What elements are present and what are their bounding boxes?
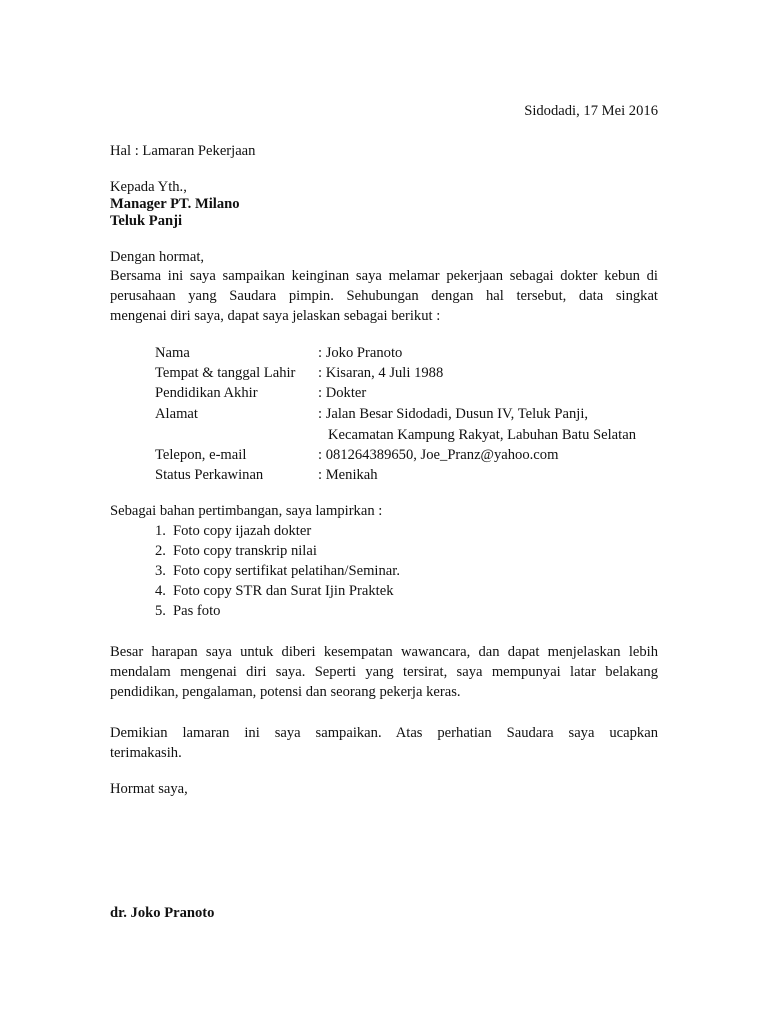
list-item bbox=[155, 601, 400, 621]
closing-paragraph bbox=[110, 723, 658, 763]
hope-line: Besar harapan saya untuk diberi kesempatan wawancara, dan dapat menjelaskan lebih bbox=[110, 644, 658, 660]
detail-row bbox=[155, 343, 675, 363]
list-number: 5. bbox=[155, 603, 166, 619]
intro-line: perusahaan yang Saudara pimpin. Sehubungan dengan hal tersebut, data singkat bbox=[110, 288, 658, 304]
list-item bbox=[155, 581, 400, 601]
detail-row bbox=[155, 445, 675, 465]
sign-off: Hormat saya, bbox=[110, 781, 188, 797]
hope-line: pendidikan, pengalaman, potensi dan seorang pekerja keras. bbox=[110, 684, 461, 700]
recipient-name: Manager PT. Milano bbox=[110, 196, 240, 212]
detail-value: : Dokter bbox=[318, 385, 367, 402]
list-item bbox=[155, 561, 400, 581]
closing-line: Demikian lamaran ini saya sampaikan. Atas perhatian Saudara saya ucapkan bbox=[110, 725, 658, 741]
detail-value: : 081264389650, Joe_Pranz@yahoo.com bbox=[318, 447, 559, 464]
list-text: Pas foto bbox=[173, 603, 221, 619]
list-number: 4. bbox=[155, 583, 166, 599]
detail-label: Telepon, e-mail bbox=[155, 447, 247, 464]
list-item bbox=[155, 541, 400, 561]
detail-row bbox=[155, 363, 675, 383]
letter-subject: Hal : Lamaran Pekerjaan bbox=[110, 143, 256, 159]
detail-value: : Jalan Besar Sidodadi, Dusun IV, Teluk Panji, bbox=[318, 405, 589, 422]
closing-line: terimakasih. bbox=[110, 745, 182, 761]
detail-row bbox=[155, 465, 675, 485]
attachments-list bbox=[155, 521, 400, 621]
detail-label: Alamat bbox=[155, 405, 198, 422]
detail-row bbox=[155, 404, 675, 424]
list-item bbox=[155, 521, 400, 541]
detail-value: : Kisaran, 4 Juli 1988 bbox=[318, 365, 444, 382]
detail-label: Pendidikan Akhir bbox=[155, 385, 258, 402]
recipient-greeting: Kepada Yth., bbox=[110, 179, 187, 195]
list-number: 3. bbox=[155, 563, 166, 579]
list-text: Foto copy transkrip nilai bbox=[173, 543, 317, 559]
detail-value: Kecamatan Kampung Rakyat, Labuhan Batu Selatan bbox=[328, 426, 636, 443]
list-text: Foto copy sertifikat pelatihan/Seminar. bbox=[173, 563, 400, 579]
signature-name: dr. Joko Pranoto bbox=[110, 905, 215, 921]
attachments-intro: Sebagai bahan pertimbangan, saya lampirkan : bbox=[110, 503, 383, 519]
list-text: Foto copy STR dan Surat Ijin Praktek bbox=[173, 583, 394, 599]
intro-line: Bersama ini saya sampaikan keinginan saya melamar pekerjaan sebagai dokter kebun di bbox=[110, 268, 658, 284]
place-date: Sidodadi, 17 Mei 2016 bbox=[524, 103, 658, 119]
detail-row bbox=[155, 383, 675, 403]
detail-label bbox=[155, 425, 318, 445]
detail-label: Tempat & tanggal Lahir bbox=[155, 365, 296, 382]
salutation: Dengan hormat, bbox=[110, 249, 205, 265]
list-text: Foto copy ijazah dokter bbox=[173, 523, 312, 539]
detail-value: : Menikah bbox=[318, 467, 378, 484]
intro-paragraph bbox=[110, 266, 658, 326]
hope-paragraph bbox=[110, 642, 658, 702]
hope-line: mendalam mengenai diri saya. Seperti yang tersirat, saya mempunyai latar belakang bbox=[110, 664, 658, 680]
applicant-details bbox=[155, 343, 675, 485]
detail-row bbox=[155, 425, 675, 445]
list-number: 1. bbox=[155, 523, 166, 539]
detail-value: : Joko Pranoto bbox=[318, 345, 403, 361]
detail-label: Nama bbox=[155, 345, 190, 361]
detail-label: Status Perkawinan bbox=[155, 467, 264, 484]
list-number: 2. bbox=[155, 543, 166, 559]
intro-line: mengenai diri saya, dapat saya jelaskan sebagai berikut : bbox=[110, 308, 441, 324]
recipient-place: Teluk Panji bbox=[110, 213, 183, 229]
